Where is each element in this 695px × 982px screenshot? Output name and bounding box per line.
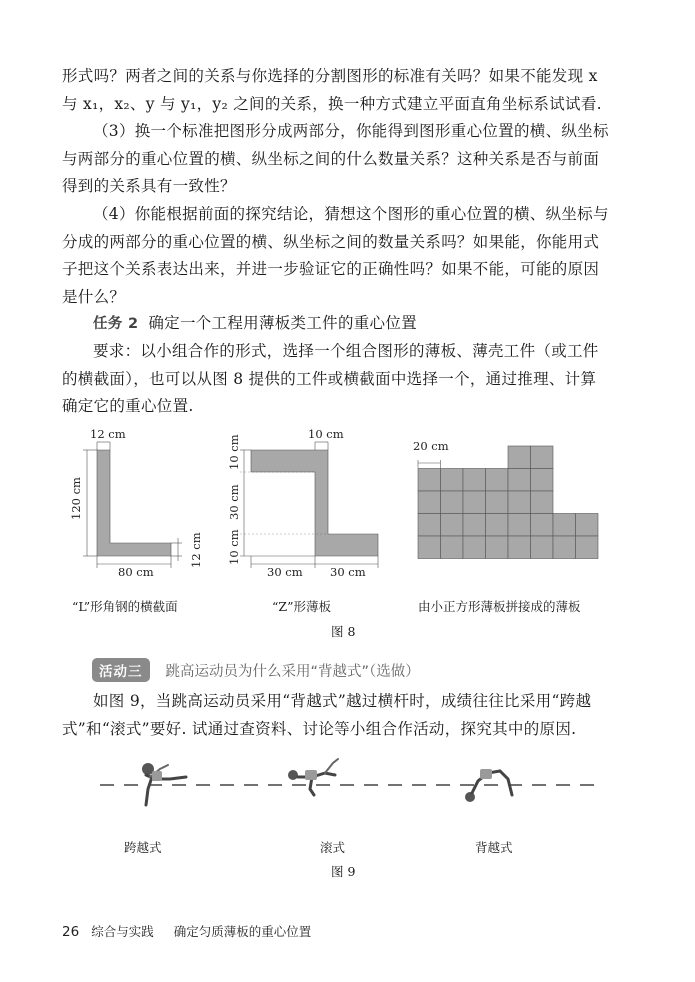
paragraph-continuation xyxy=(62,63,610,118)
z-bottom-right-label: 30 cm xyxy=(330,565,366,579)
text-line: 要求：以小组合作的形式，选择一个组合图形的薄板、薄壳工件（或工件 xyxy=(93,342,599,360)
z-seg3-label: 10 cm xyxy=(227,529,241,565)
grid-shape-caption: 由小正方形薄板拼接成的薄板 xyxy=(418,599,581,614)
figure-8 xyxy=(0,420,695,595)
l-bottom-width-label: 80 cm xyxy=(118,565,154,579)
l-thickness-label: 12 cm xyxy=(189,532,203,568)
page-number: 26 xyxy=(62,924,80,940)
footer-section: 综合与实践 xyxy=(91,924,154,939)
paragraph-requirement xyxy=(62,338,610,421)
grid-shape-figure xyxy=(418,446,598,559)
l-height-label: 120 cm xyxy=(69,477,83,520)
text-line: 是什么？ xyxy=(62,287,126,306)
text-line: 形式吗？两者之间的关系与你选择的分割图形的标准有关吗？如果不能发现 x xyxy=(62,67,598,85)
text-line: 子把这个关系表达出来，并进一步验证它的正确性吗？如果不能，可能的原因 xyxy=(62,260,600,278)
text-line: 如图 9，当跳高运动员采用“背越式”越过横杆时，成绩往往比采用“跨越 xyxy=(93,692,592,710)
z-bottom-left-label: 30 cm xyxy=(267,565,303,579)
l-shape-plate xyxy=(97,450,171,556)
activity-title: 跳高运动员为什么采用“背越式”（选做） xyxy=(165,663,420,680)
paragraph-activity xyxy=(62,688,610,743)
text-line: （4）你能根据前面的探究结论，猜想这个图形的重心位置的横、纵坐标与 xyxy=(93,205,609,223)
activity-badge: 活动三 xyxy=(92,658,150,682)
z-shape-figure xyxy=(227,427,378,579)
text-line: 确定它的重心位置. xyxy=(62,397,194,415)
task-2-label: 任务 2 xyxy=(93,316,139,332)
footer-title: 确定匀质薄板的重心位置 xyxy=(173,924,312,939)
text-line: 分成的两部分的重心位置的横、纵坐标之间的数量关系吗？如果能，你能用式 xyxy=(62,232,600,251)
roll-style-caption: 滚式 xyxy=(320,840,346,855)
paragraph-question-4 xyxy=(62,201,610,311)
text-line: 得到的关系具有一致性？ xyxy=(62,177,236,195)
z-top-width-label: 10 cm xyxy=(308,427,344,441)
text-line: （3）换一个标准把图形分成两部分，你能得到图形重心位置的横、纵坐标 xyxy=(93,122,609,140)
figure-8-label: 图 8 xyxy=(331,624,356,639)
z-shape-plate xyxy=(251,450,378,556)
scissors-style-caption: 跨越式 xyxy=(124,840,162,855)
text-line: 与 x₁，x₂、y 与 y₁，y₂ 之间的关系，换一种方式建立平面直角坐标系试试看. xyxy=(62,94,602,113)
text-line: 与两部分的重心位置的横、纵坐标之间的什么数量关系？这种关系是否与前面 xyxy=(62,149,600,168)
figure-9 xyxy=(0,755,695,835)
paragraph-question-3 xyxy=(62,118,610,201)
z-shape-caption: “Z”形薄板 xyxy=(272,599,331,614)
z-seg2-label: 30 cm xyxy=(227,484,241,520)
athlete-scissors-style xyxy=(142,763,186,805)
task-2-heading xyxy=(62,310,610,339)
l-shape-caption: “L”形角钢的横截面 xyxy=(72,599,178,614)
page-footer xyxy=(62,922,311,940)
athlete-roll-style xyxy=(288,759,338,795)
activity-3-heading xyxy=(92,658,420,682)
l-top-width-label: 12 cm xyxy=(90,427,126,441)
l-shape-figure xyxy=(69,427,203,579)
grid-cell-label: 20 cm xyxy=(413,439,449,453)
z-seg1-label: 10 cm xyxy=(227,434,241,470)
task-2-title: 确定一个工程用薄板类工件的重心位置 xyxy=(148,314,417,332)
text-line: 式”和“滚式”要好. 试通过查资料、讨论等小组合作活动，探究其中的原因. xyxy=(62,719,577,738)
figure-9-label: 图 9 xyxy=(331,864,356,879)
text-line: 的横截面），也可以从图 8 提供的工件或横截面中选择一个，通过推理、计算 xyxy=(62,369,597,388)
flop-style-caption: 背越式 xyxy=(475,840,513,855)
